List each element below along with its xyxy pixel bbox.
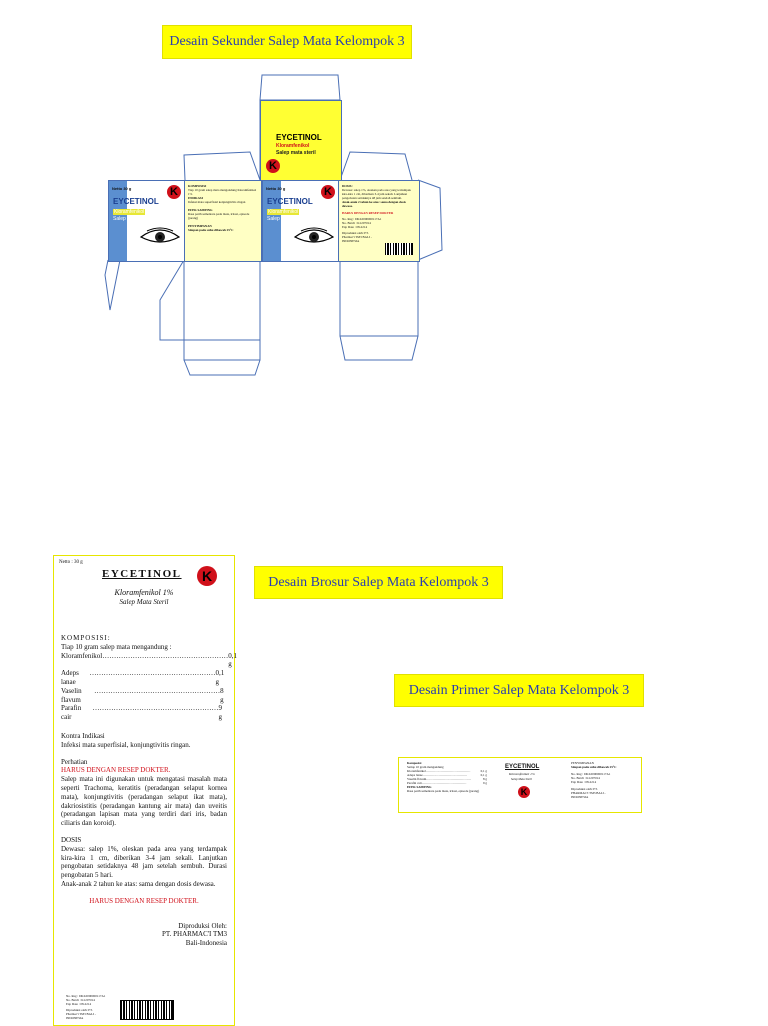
box-efek-head: EFEK SAMPING [188,208,213,212]
box-right-netto: Netto 30 g [266,186,286,191]
brochure-anak-text: Anak-anak 2 tahun ke atas: sama dengan dosis dewasa. [61,879,216,888]
box-left-front-panel [108,180,186,262]
brochure-produksi2: PT. PHARMAC'I TM3 [162,930,227,939]
box-right-generic: Kloramfenikol [268,209,299,215]
eye-icon [139,227,181,247]
brochure-reg: No. Reg : DKL0000000117A1 [66,994,106,998]
brochure-subtitle: Salep Mata Steril [119,598,169,606]
ingredient-leader: ……………………………………………… [89,669,216,678]
box-top-brand: EYCETINOL [276,133,322,142]
brochure-perhatian-text: Salep mata ini digunakan untuk mengatasi masalah mata seperti Trachoma, keratitis (peradangan selaput kornea mata), konjungtivitis (peradangan selaput ikat mata), dakriosistitis (peradangan kantung air mata) dan uveitis (peradangan lapisan mata yang terdiri dari iris, badan ciliaris dan koroid). [61,775,227,828]
ingredient-amount: 0,1 g [215,669,225,686]
box-right-brand: EYCETINOL [267,197,313,206]
box-dosis-head: DOSIS: [342,184,353,188]
primary-komposisi-intro: Setiap 10 gram mengandung [407,765,444,769]
box-top-lid [260,100,342,182]
box-left-brand: EYCETINOL [113,197,159,206]
box-dosis-text: Dewasa: salep 1%, oleskan pada area yang terdampak kira-kira 1 cm, diberikan 3-4 jam sekali. Lanjutkan pengobatan setidaknya 48 jam setelah sembuh. [342,188,411,200]
primary-komposisi-head: Komposisi [407,761,422,765]
ingredient-name: Parafin cair [61,704,82,722]
box-exp: Exp Date : 08-2214 [342,225,368,229]
brochure-resep: HARUS DENGAN RESEP DOKTER. [61,766,171,775]
ingredient-name: Kloramfenikol [61,651,103,660]
box-batch: No. Batch : K1207014 [342,221,371,225]
primary-pabrik: Diproduksi oleh: PT. PHARMAC'I TM3 BALI - INDONESIA [571,787,606,799]
primary-simpan-head: PENYIMPANAN [571,761,594,765]
primary-design-banner: Desain Primer Salep Mata Kelompok 3 [394,674,644,707]
box-efek-text: Rasa perih sementara pada mata, iritasi, episode (jarang) [188,212,250,220]
brochure-komposisi-head: KOMPOSISI: [61,634,111,642]
brochure-items-list [61,651,237,722]
primary-simpan-text: Simpan pada suhu dibawah 25°C [571,765,617,769]
ingredient-amount: 8 g [483,777,487,781]
ingredient-leader: ……………………………………………… [94,686,221,695]
ingredient-row [61,669,227,687]
brochure-kontra-head: Kontra Indikasi [61,731,105,740]
box-left-generic: Kloramfenikol [114,209,145,215]
ingredient-name: Adeps lanae [61,669,79,686]
ingredient-name: Vaselin flavum [407,777,427,781]
primary-subtitle: Salep Mata Steril [511,777,532,781]
brochure-perhatian-head: Perhatian [61,757,88,766]
brochure-exp: Exp Date : 08-2214 [66,1002,92,1006]
ingredient-leader: …………………………………… [421,781,467,785]
primary-items-list [407,769,487,785]
ingredient-row [61,704,227,722]
brochure-produksi1: Diproduksi Oleh: [178,921,227,930]
brochure-kontra-text: Infeksi mata superfisial, konjungtivitis ringan. [61,740,191,749]
ingredient-amount: 8 g [220,686,224,704]
primary-exp: Exp Date : 08-2214 [571,780,597,784]
box-top-generic: Kloramfenikol [276,143,310,149]
primary-batch: No. Batch : K1207014 [571,776,600,780]
box-anak-text: Anak-anak 2 tahun ke atas: sama dengan dosis dewasa. [342,200,406,208]
ingredient-name: Adeps lanae [407,773,423,777]
secondary-design-banner: Desain Sekunder Salep Mata Kelompok 3 [162,25,412,59]
box-indikasi-text: Infeksi mata superfisial konjungtivitis ringan [188,200,246,204]
brochure-dosis-text: Dewasa: salep 1%, oleskan pada area yang terdampak kira-kira 1 cm, diberikan 3-4 jam sekali. Lanjutkan pengobatan setidaknya 48 jam setelah sembuh. Durasi pengobatan 5 hari. [61,844,227,880]
box-right-k-logo: K [321,185,335,199]
box-barcode [385,243,413,255]
primary-generic: Kloramfenikol 1% [509,772,535,776]
ingredient-amount: 0,1 g [228,651,237,669]
brochure-komposisi-intro: Tiap 10 gram salep mata mengandung : [61,642,172,651]
brochure-pabrik: Diproduksi oleh: PT. Pharmac'i TM3 BALI - INDONESIA [66,1008,96,1020]
box-simpan-head: PENYIMPANAN [188,224,212,228]
ingredient-amount: 9 g [483,781,487,785]
ingredient-name: Parafin cair [407,781,422,785]
ingredient-leader: …………………………………… [422,773,468,777]
box-komposisi-head: KOMPOSISI [188,184,207,188]
box-top-subtitle: Salep mata steril [276,150,316,156]
ingredient-name: Kloramfenikol [407,769,426,773]
brochure-dosis-head: DOSIS [61,835,82,844]
box-top-k-logo: K [266,159,280,173]
eye-icon [293,227,335,247]
brochure-barcode [120,1000,174,1020]
ingredient-leader: …………………………………… [425,769,471,773]
primary-k-logo: K [518,786,530,798]
ingredient-amount: 0,1 g [480,773,487,777]
primary-efek-text: Rasa perih sementara pada mata, iritasi, episode (jarang) [407,789,480,793]
brochure-netto: Netto : 30 g [59,560,83,565]
brochure-produksi3: Bali-Indonesia [185,939,227,948]
primary-label [398,757,642,813]
ingredient-name: Vaselin flavum [61,686,82,704]
box-left-netto: Netto 30 g [112,186,132,191]
primary-brand: EYCETINOL [505,764,540,770]
box-indikasi-head: INDIKASI [188,196,203,200]
box-resep: HARUS DENGAN RESEP DOKTER [342,211,394,215]
box-middle-info-panel [184,180,262,262]
box-left-k-logo: K [167,185,181,199]
ingredient-leader: …………………………………… [426,777,471,781]
box-komposisi-text: Tiap 10 gram salep mata mengandung Kloramfenikol 1% [188,188,257,196]
ingredient-leader: ……………………………………………… [102,651,229,660]
brochure-brand: EYCETINOL [102,568,182,580]
ingredient-amount: 0,1 g [480,769,487,773]
brochure-design-banner: Desain Brosur Salep Mata Kelompok 3 [254,566,503,599]
box-right-subtitle: Salep mata steril [267,216,305,222]
brochure-batch: No. Batch : K1207014 [66,998,95,1002]
box-reg: No. Reg : DKL0000000117A1 [342,217,382,221]
box-simpan-text: Simpan pada suhu dibawah 25°C [188,228,234,232]
box-right-front-panel [262,180,340,262]
brochure-page [53,555,235,1026]
ingredient-amount: 9 g [218,704,223,722]
brochure-k-logo: K [197,566,217,586]
ingredient-leader: ……………………………………………… [92,704,219,713]
ingredient-row [61,687,227,705]
ingredient-row [61,651,237,670]
primary-reg: No. Reg : DKL0000000117A1 [571,772,611,776]
box-dosis-panel [338,180,420,262]
brochure-generic: Kloramfenikol 1% [114,588,174,597]
box-pabrik: Diproduksi oleh: PT. Pharmac'i TM3 BALI - INDONESIA [342,231,372,243]
box-left-subtitle: Salep mata steril [113,216,151,222]
primary-efek-head: EFEK SAMPING [407,785,432,789]
brochure-resep2: HARUS DENGAN RESEP DOKTER. [89,896,199,905]
